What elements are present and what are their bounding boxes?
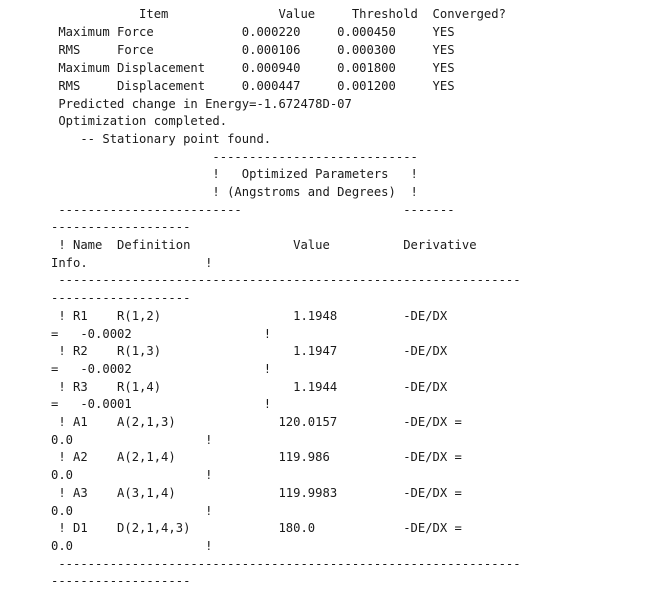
params-box-top-rule: ---------------------------- xyxy=(51,150,418,164)
convergence-header: Item Value Threshold Converged? xyxy=(51,7,506,21)
param-row-r3-cont: = -0.0001 ! xyxy=(51,397,272,411)
param-row-a1-cont: 0.0 ! xyxy=(51,433,213,447)
table-header-line-cont: Info. ! xyxy=(51,256,213,270)
param-row-r1: ! R1 R(1,2) 1.1948 -DE/DX xyxy=(51,309,448,323)
convergence-row-rms-displacement: RMS Displacement 0.000447 0.001200 YES xyxy=(51,79,455,93)
table-footer-rule-cont: ------------------- xyxy=(51,574,191,588)
stationary-point-line: -- Stationary point found. xyxy=(51,132,272,146)
table-header-rule-cont: ------------------- xyxy=(51,291,191,305)
params-box-subtitle: ! (Angstroms and Degrees) ! xyxy=(51,185,418,199)
params-box-bottom-rule-cont: ------------------- xyxy=(51,220,191,234)
convergence-row-max-force: Maximum Force 0.000220 0.000450 YES xyxy=(51,25,455,39)
param-row-r3: ! R3 R(1,4) 1.1944 -DE/DX xyxy=(51,380,448,394)
params-box-title: ! Optimized Parameters ! xyxy=(51,167,418,181)
param-row-a2: ! A2 A(2,1,4) 119.986 -DE/DX = xyxy=(51,450,462,464)
convergence-row-rms-force: RMS Force 0.000106 0.000300 YES xyxy=(51,43,455,57)
param-row-r2-cont: = -0.0002 ! xyxy=(51,362,272,376)
table-header-rule: --------------------------------------------------------------- xyxy=(51,273,521,287)
optimization-completed-line: Optimization completed. xyxy=(51,114,228,128)
param-row-a1: ! A1 A(2,1,3) 120.0157 -DE/DX = xyxy=(51,415,462,429)
param-row-r1-cont: = -0.0002 ! xyxy=(51,327,272,341)
param-row-a3-cont: 0.0 ! xyxy=(51,504,213,518)
table-footer-rule: --------------------------------------------------------------- xyxy=(51,557,521,571)
param-row-a3: ! A3 A(3,1,4) 119.9983 -DE/DX = xyxy=(51,486,462,500)
convergence-row-max-displacement: Maximum Displacement 0.000940 0.001800 YES xyxy=(51,61,455,75)
param-row-d1-cont: 0.0 ! xyxy=(51,539,213,553)
energy-change-line: Predicted change in Energy=-1.672478D-07 xyxy=(51,97,352,111)
param-row-r2: ! R2 R(1,3) 1.1947 -DE/DX xyxy=(51,344,448,358)
table-header-line: ! Name Definition Value Derivative xyxy=(51,238,477,252)
param-row-a2-cont: 0.0 ! xyxy=(51,468,213,482)
params-box-bottom-rule: ------------------------- ------- xyxy=(51,203,455,217)
param-row-d1: ! D1 D(2,1,4,3) 180.0 -DE/DX = xyxy=(51,521,462,535)
